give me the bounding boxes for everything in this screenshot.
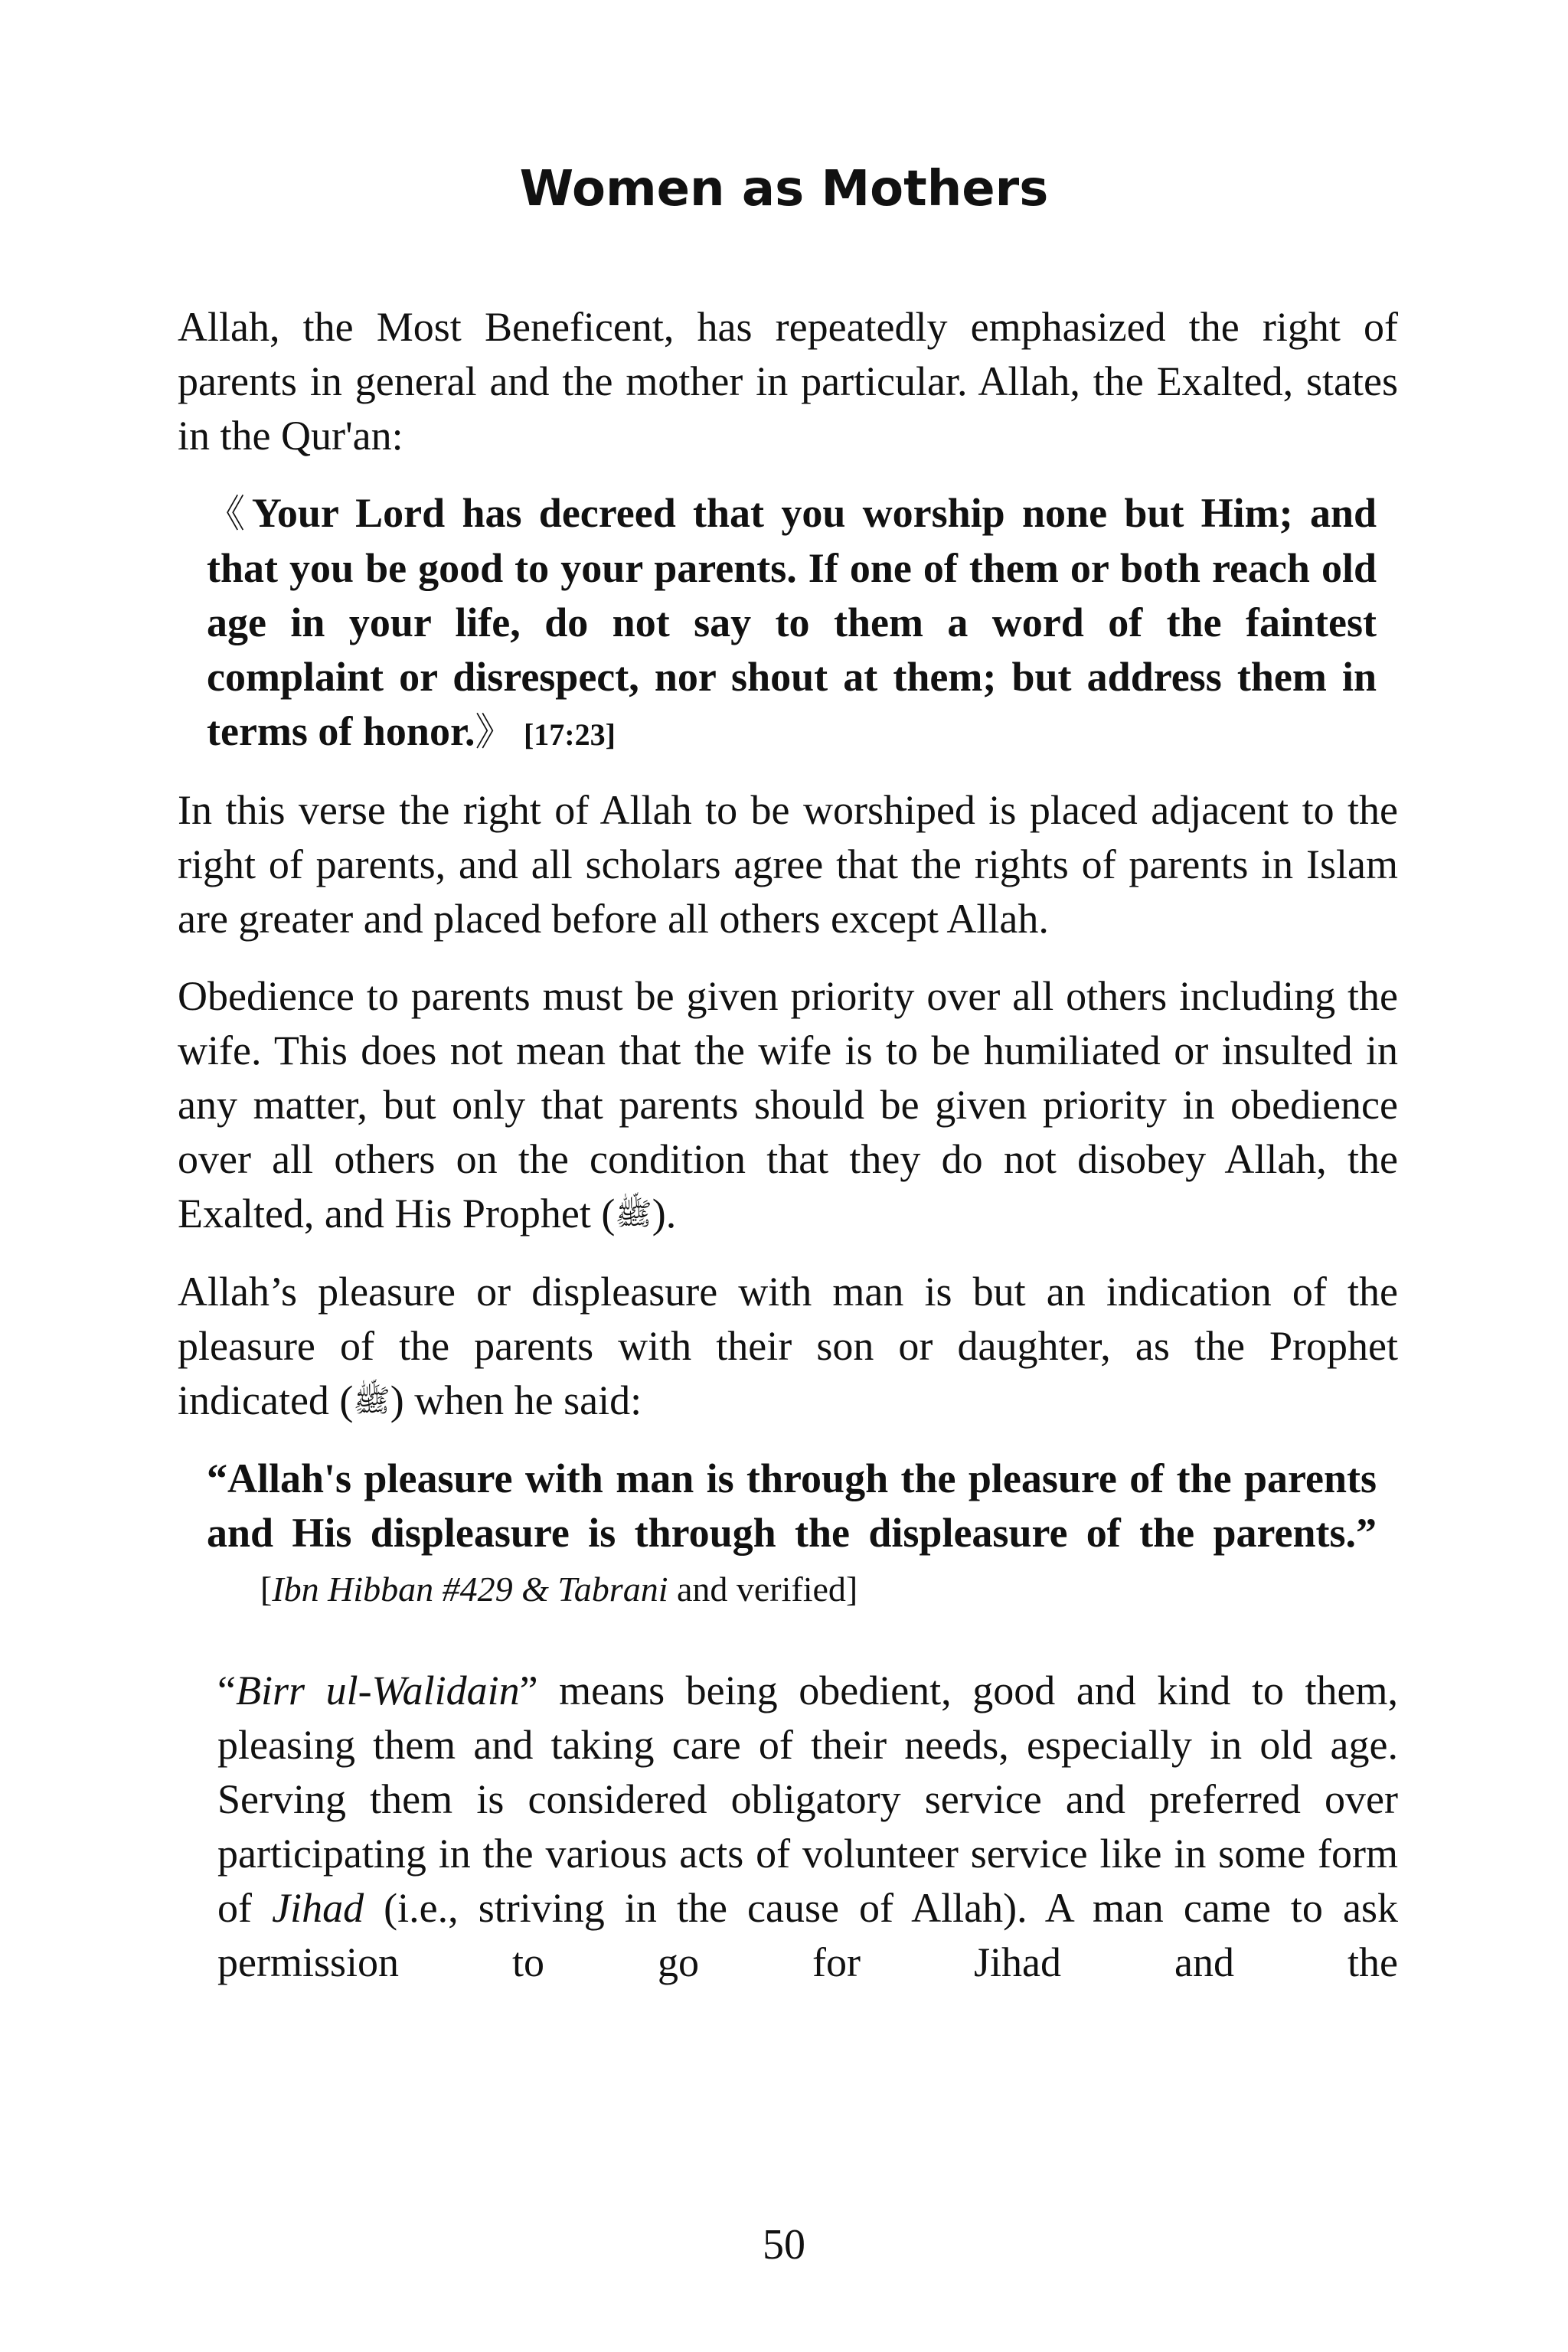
paragraph-obedience-text: Obedience to parents must be given priority over all others including the wife. This does not mean that the wife is to be humiliated or insulted in any matter, but only that parents should be given priority in obedience over all others on the condition that they do not disobey Allah, the Exalted, and His Prophet ( <box>178 973 1398 1236</box>
salawat-icon: ﷺ <box>353 1383 390 1419</box>
paragraph-verse-explanation: In this verse the right of Allah to be worshiped is placed adjacent to the right of parents, and all scholars agree that the rights of parents in Islam are greater and placed before all others except Allah. <box>178 787 1398 942</box>
page-title: Women as Mothers <box>519 161 1049 217</box>
paragraph-pleasure-end: ) when he said: <box>390 1377 642 1423</box>
paragraph-pleasure-text: Allah’s pleasure or displeasure with man is but an indication of the pleasure of the parents with their son or daughter, as the Prophet indicated ( <box>178 1269 1398 1423</box>
hadith-ref-source: Ibn Hibban #429 & Tabrani <box>272 1570 668 1609</box>
paragraph-pleasure <box>178 1265 1398 1429</box>
paragraph-obedience-end: ). <box>652 1191 677 1236</box>
verse-reference: [17:23] <box>523 717 616 752</box>
hadith-text: “Allah's pleasure with man is through the pleasure of the parents and His displeasure is through the displeasure of the parents.” <box>207 1455 1377 1556</box>
hadith-ref-rest: and verified] <box>668 1570 858 1609</box>
hadith-ref-bracket: [ <box>260 1570 273 1609</box>
paragraph-obedience <box>178 969 1398 1242</box>
birr-text-end: (i.e., striving in the cause of Allah). A man came to ask permission to go for Jihad and the <box>217 1885 1398 1985</box>
paragraph-birr <box>178 1664 1398 1990</box>
page-number: 50 <box>763 2221 805 2269</box>
birr-open-quote: “ <box>217 1668 236 1713</box>
ornate-close-bracket: 》 <box>475 710 514 753</box>
jihad-term: Jihad <box>272 1885 364 1931</box>
hadith-quote <box>207 1452 1377 1616</box>
ornate-open-bracket: 《 <box>207 492 252 535</box>
salawat-icon: ﷺ <box>615 1197 652 1232</box>
page-content <box>178 300 1398 2013</box>
paragraph-intro: Allah, the Most Beneficent, has repeatedly emphasized the right of parents in general and the mother in particular. Allah, the Exalted, states in the Qur'an: <box>178 304 1398 459</box>
hadith-reference <box>260 1570 858 1609</box>
quran-verse-text: Your Lord has decreed that you worship none but Him; and that you be good to your parents. If one of them or both reach old age in your life, do not say to them a word of the faintest complaint or disrespect, nor shout at them; but address them in terms of honor. <box>207 490 1377 754</box>
birr-text: ” means being obedient, good and kind to them, pleasing them and taking care of their needs, especially in old age. Serving them is considered obligatory service and preferred over participating in the various acts of volunteer service like in some form of <box>217 1668 1398 1931</box>
birr-term: Birr ul-Walidain <box>235 1668 520 1713</box>
quran-quote <box>207 486 1377 762</box>
